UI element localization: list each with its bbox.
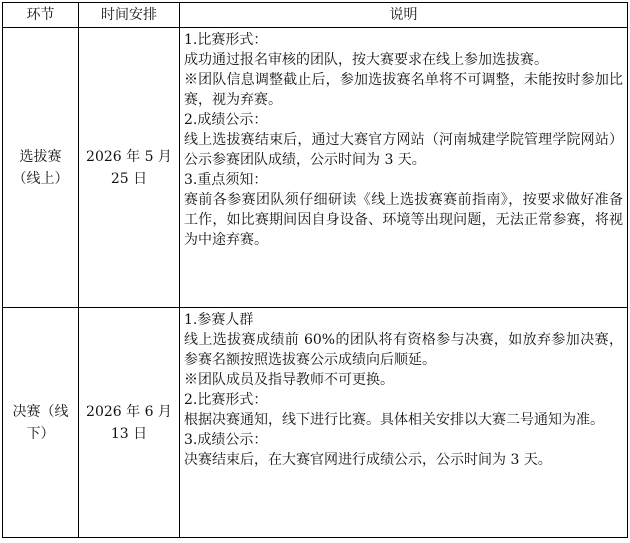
- description-item: [184, 30, 623, 110]
- description-cell: [180, 308, 628, 538]
- header-stage: 环节: [3, 3, 79, 28]
- time-cell: 2026 年 6 月 13 日: [79, 308, 180, 538]
- item-note: ※团队成员及指导教师不可更换。: [184, 372, 394, 388]
- description-cell: [180, 28, 628, 308]
- item-text: 赛前各参赛团队须仔细研读《线上选拔赛赛前指南》，按要求做好准备工作，如比赛期间因自身设备、环境等出现问题，无法正常参赛，将视为中途弃赛。: [184, 192, 623, 248]
- description-item: [184, 390, 623, 430]
- item-heading: 2.比赛形式：: [184, 392, 268, 408]
- stage-cell: 选拔赛（线上）: [3, 28, 79, 308]
- item-heading: 2.成绩公示：: [184, 112, 268, 128]
- item-heading: 3.重点须知：: [184, 172, 268, 188]
- description-item: [184, 310, 623, 390]
- description-item: [184, 110, 623, 170]
- item-text: 决赛结束后，在大赛官网进行成绩公示，公示时间为 3 天。: [184, 452, 552, 468]
- item-heading: 1.比赛形式：: [184, 32, 268, 48]
- item-heading: 1.参赛人群: [184, 312, 254, 328]
- table-row: [3, 28, 628, 308]
- item-text: 根据决赛通知，线下进行比赛。具体相关安排以大赛二号通知为准。: [184, 412, 604, 428]
- description-item: [184, 170, 623, 250]
- stage-cell: 决赛（线下）: [3, 308, 79, 538]
- item-heading: 3.成绩公示：: [184, 432, 268, 448]
- header-description: 说明: [180, 3, 628, 28]
- item-text: 成功通过报名审核的团队，按大赛要求在线上参加选拔赛。: [184, 52, 548, 68]
- item-text: 线上选拔赛结束后，通过大赛官方网站（河南城建学院管理学院网站）公示参赛团队成绩，公示时间为 3 天。: [184, 132, 623, 168]
- table-header-row: [3, 3, 628, 28]
- schedule-table: [2, 2, 628, 538]
- table-row: [3, 308, 628, 538]
- item-text: 线上选拔赛成绩前 60%的团队将有资格参与决赛，如放弃参加决赛，参赛名额按照选拔赛公示成绩向后顺延。: [184, 332, 623, 368]
- header-time: 时间安排: [79, 3, 180, 28]
- description-item: [184, 430, 623, 470]
- time-cell: 2026 年 5 月 25 日: [79, 28, 180, 308]
- item-note: ※团队信息调整截止后，参加选拔赛名单将不可调整，未能按时参加比赛，视为弃赛。: [184, 72, 623, 108]
